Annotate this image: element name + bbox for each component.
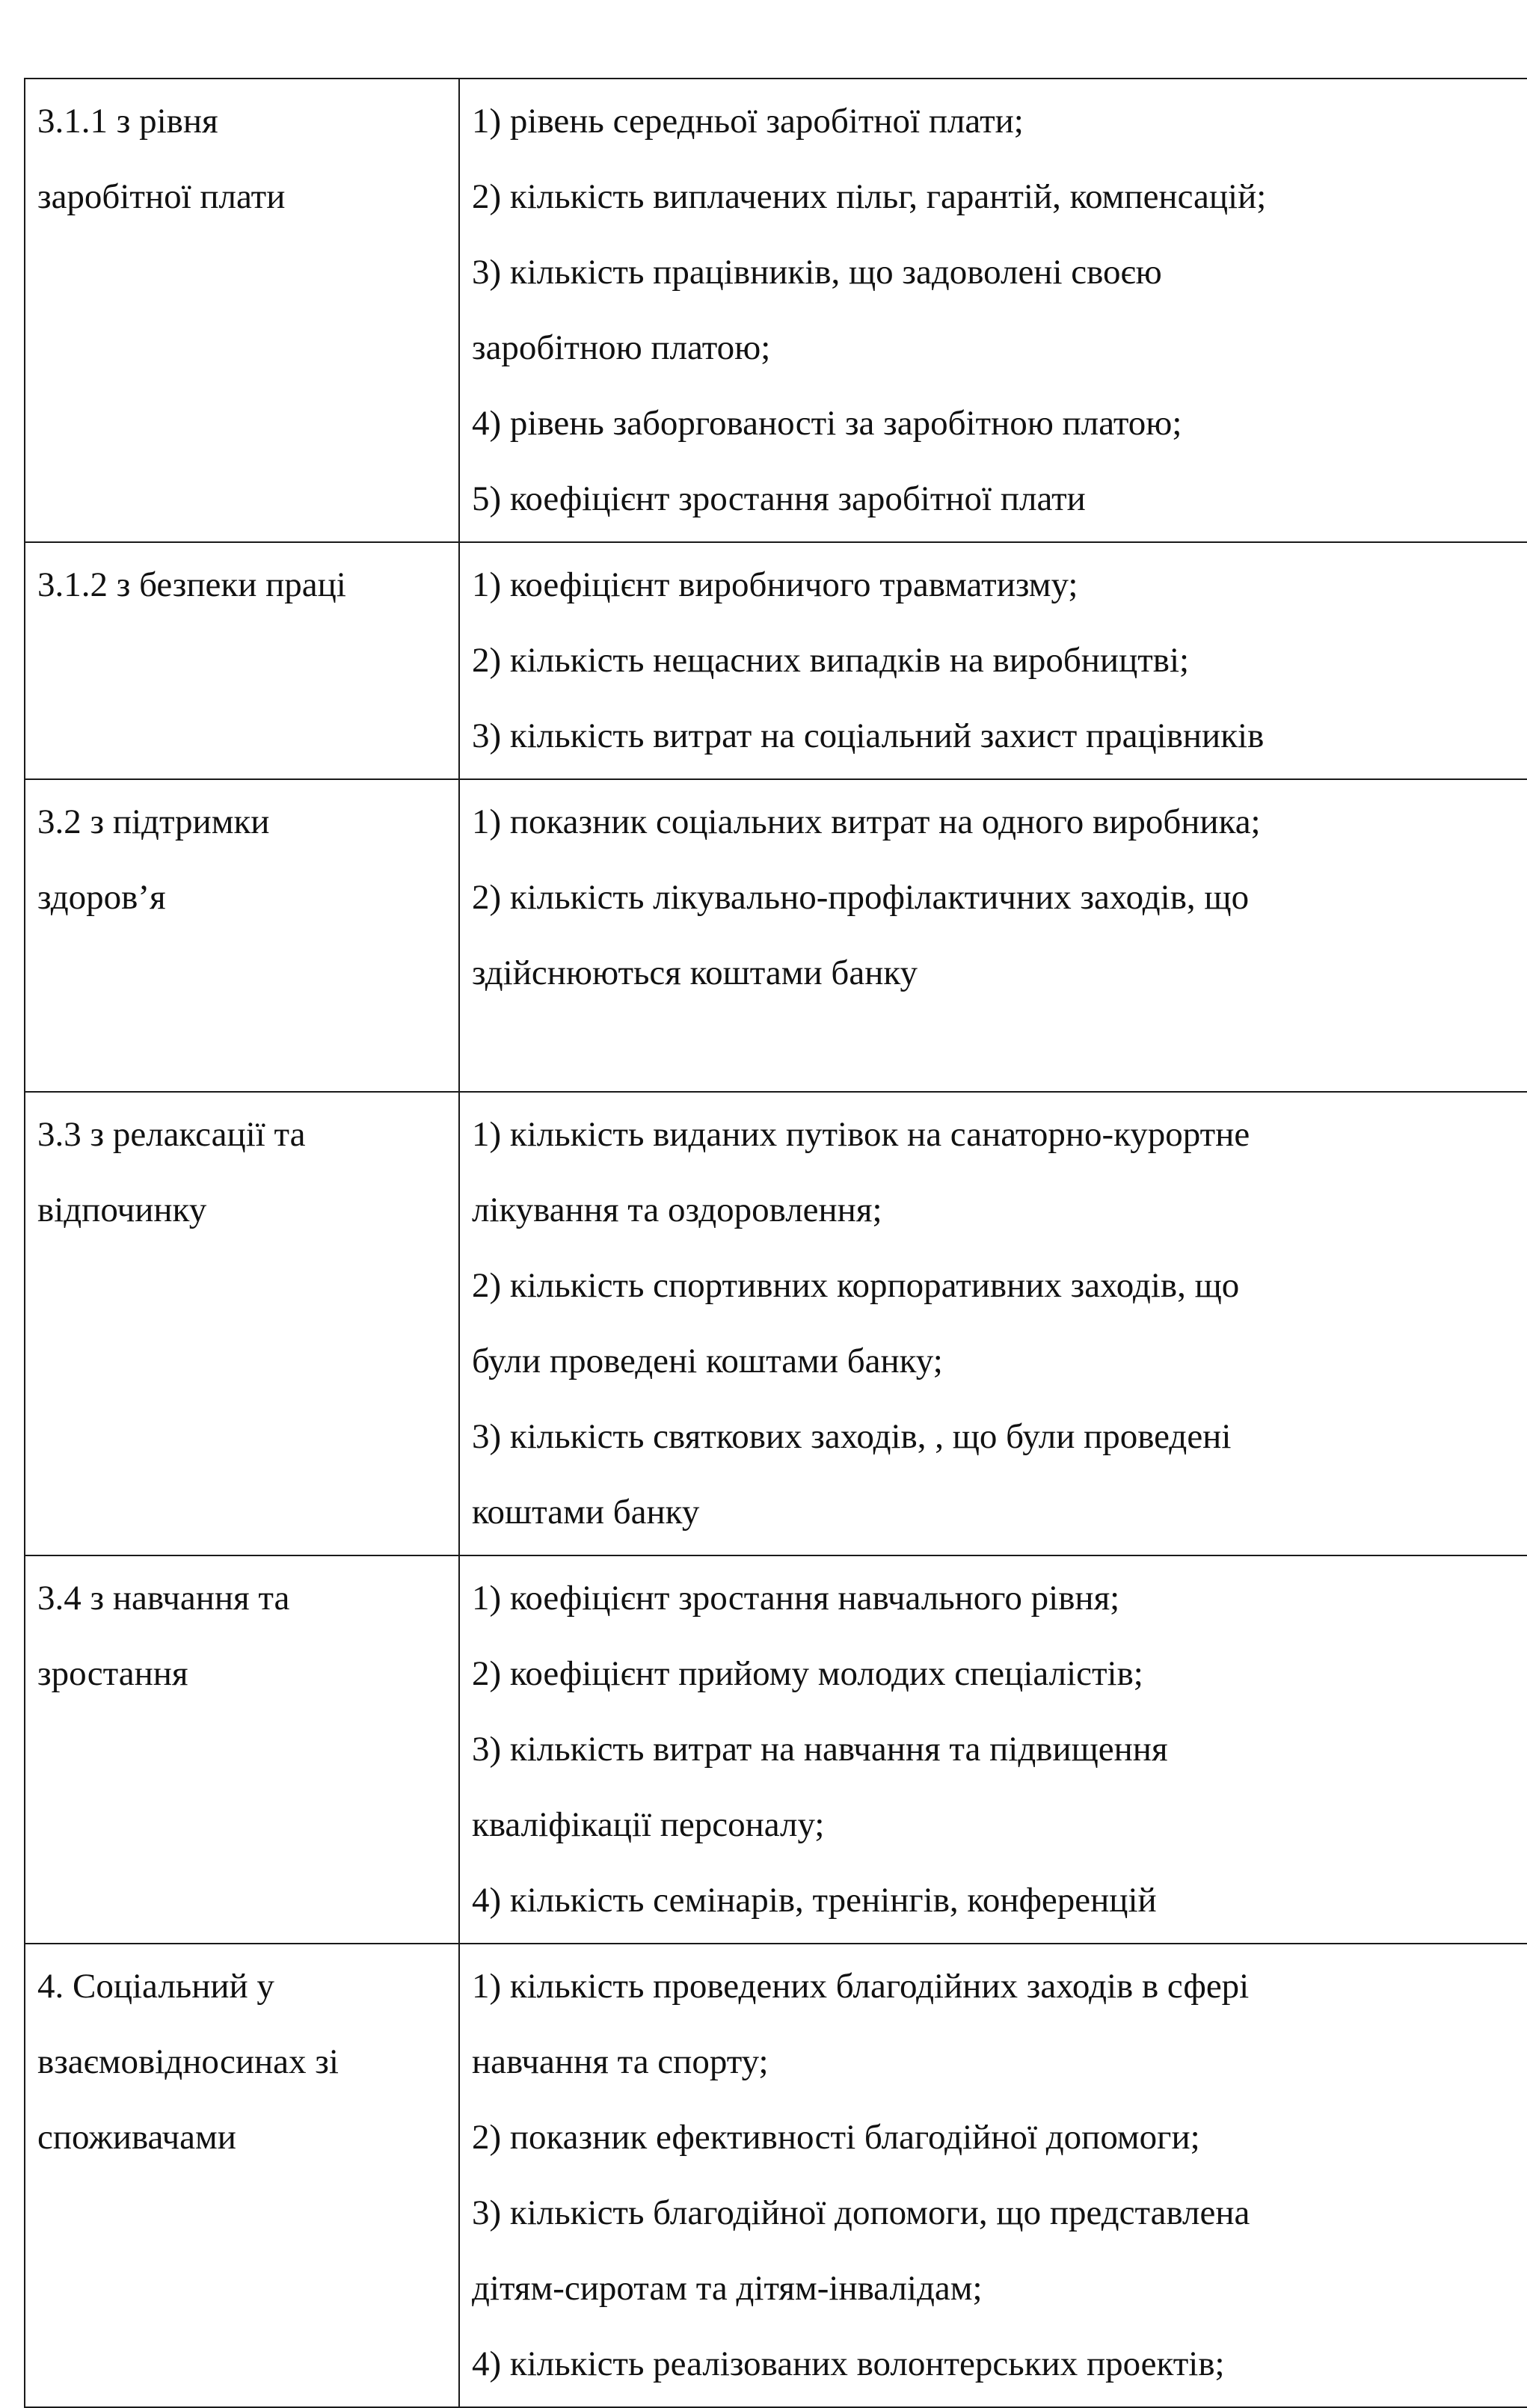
indicator-line: коштами банку — [472, 1493, 700, 1532]
criterion-cell — [25, 779, 459, 1092]
indicator-line: 3) кількість витрат на соціальний захист працівників — [472, 716, 1265, 755]
indicator-line: 3) кількість благодійної допомоги, що представлена — [472, 2193, 1250, 2232]
indicator-line: лікування та оздоровлення; — [472, 1191, 882, 1229]
indicators-cell — [459, 542, 1527, 779]
table-row — [25, 542, 1527, 779]
table-row — [25, 779, 1527, 1092]
table-row — [25, 1555, 1527, 1944]
indicator-line: 2) коефіцієнт прийому молодих спеціалістів; — [472, 1654, 1143, 1693]
indicators-cell — [459, 1555, 1527, 1944]
indicator-line: 1) кількість проведених благодійних заходів в сфері — [472, 1967, 1250, 2006]
table-row — [25, 79, 1527, 542]
indicator-line: здійснюються коштами банку — [472, 953, 918, 992]
indicator-line: 3) кількість святкових заходів, , що були проведені — [472, 1417, 1232, 1456]
indicator-line: 3) кількість працівників, що задоволені своєю — [472, 253, 1162, 292]
criterion-cell — [25, 1555, 459, 1944]
criterion-line: 3.1.2 з безпеки праці — [37, 565, 346, 604]
criterion-line: здоров’я — [37, 878, 166, 917]
indicator-line: 1) рівень середньої заробітної плати; — [472, 102, 1024, 141]
criterion-line: заробітної плати — [37, 177, 286, 216]
indicators-cell — [459, 1092, 1527, 1555]
criterion-cell — [25, 79, 459, 542]
indicator-line: були проведені коштами банку; — [472, 1342, 943, 1380]
criterion-cell — [25, 1092, 459, 1555]
indicator-line: 4) кількість реалізованих волонтерських проектів; — [472, 2344, 1225, 2383]
indicator-line: 1) показник соціальних витрат на одного виробника; — [472, 802, 1261, 841]
indicator-line: 2) кількість нещасних випадків на виробництві; — [472, 641, 1190, 680]
indicators-cell — [459, 1944, 1527, 2407]
indicator-line: 2) кількість спортивних корпоративних заходів, що — [472, 1266, 1240, 1305]
indicator-line: навчання та спорту; — [472, 2042, 769, 2081]
indicator-line: заробітною платою; — [472, 328, 771, 367]
indicator-line: 3) кількість витрат на навчання та підвищення — [472, 1730, 1168, 1769]
criterion-line: відпочинку — [37, 1191, 207, 1229]
indicator-line: 1) коефіцієнт зростання навчального рівня; — [472, 1579, 1120, 1618]
indicator-line: 4) кількість семінарів, тренінгів, конференцій — [472, 1881, 1157, 1920]
indicator-line: дітям-сиротам та дітям-інвалідам; — [472, 2269, 983, 2308]
indicator-line: 2) кількість виплачених пільг, гарантій, компенсацій; — [472, 177, 1267, 216]
indicator-line: 2) показник ефективності благодійної допомоги; — [472, 2118, 1200, 2157]
indicator-line: 4) рівень заборгованості за заробітною платою; — [472, 404, 1182, 443]
indicator-line: 1) кількість виданих путівок на санаторно-курортне — [472, 1115, 1250, 1154]
criterion-line: взаємовідносинах зі — [37, 2042, 339, 2081]
indicator-line: 2) кількість лікувально-профілактичних заходів, що — [472, 878, 1250, 917]
criterion-line: споживачами — [37, 2118, 236, 2157]
criterion-line: 3.1.1 з рівня — [37, 102, 218, 141]
indicator-line-blank — [472, 1011, 1527, 1087]
criterion-cell — [25, 1944, 459, 2407]
indicator-line: кваліфікації персоналу; — [472, 1805, 825, 1844]
table-row — [25, 1944, 1527, 2407]
criterion-line: 3.4 з навчання та — [37, 1579, 290, 1618]
criterion-line: 4. Соціальний у — [37, 1967, 274, 2006]
criterion-cell — [25, 542, 459, 779]
indicators-cell — [459, 779, 1527, 1092]
criterion-line: зростання — [37, 1654, 188, 1693]
criterion-line: 3.3 з релаксації та — [37, 1115, 306, 1154]
indicator-line: 5) коефіцієнт зростання заробітної плати — [472, 479, 1086, 518]
indicators-cell — [459, 79, 1527, 542]
criterion-line: 3.2 з підтримки — [37, 802, 270, 841]
indicator-line: 1) коефіцієнт виробничого травматизму; — [472, 565, 1078, 604]
indicators-table — [24, 78, 1527, 2408]
table-row — [25, 1092, 1527, 1555]
